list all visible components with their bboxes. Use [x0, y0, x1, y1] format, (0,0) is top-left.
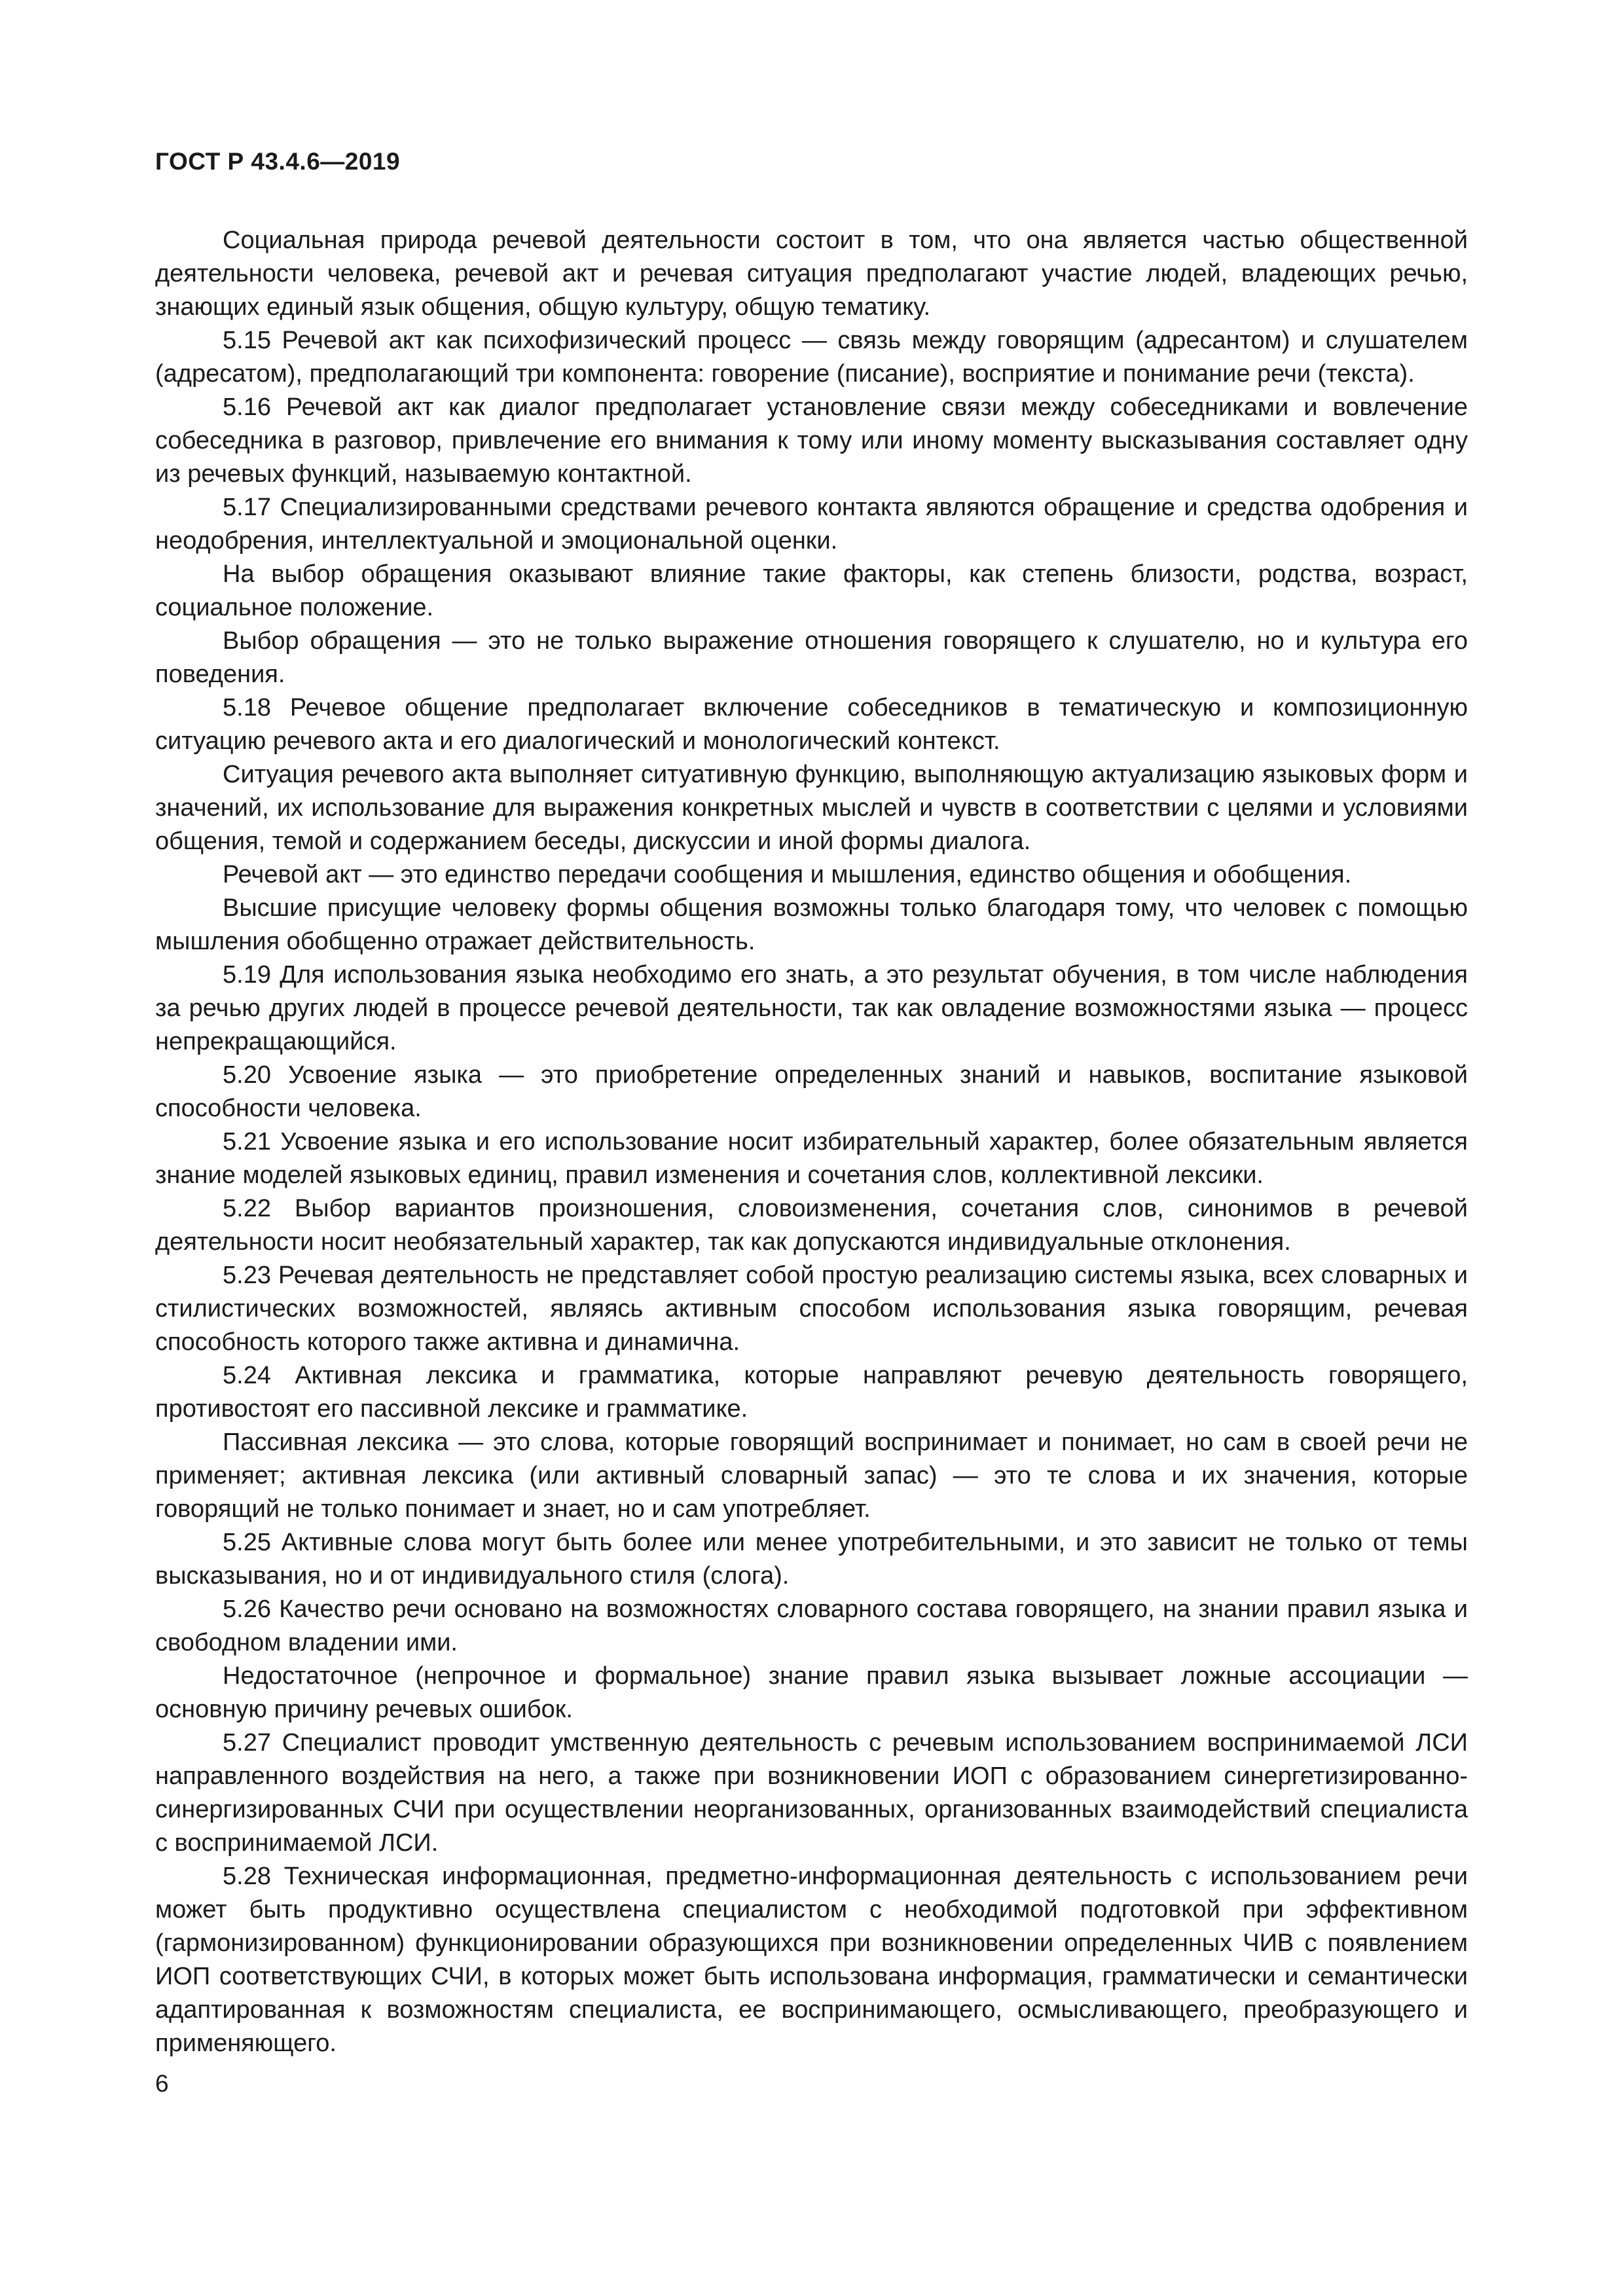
paragraph-5-17: 5.17 Специализированными средствами речевого контакта являются обращение и средства одобрения и неодобрения, интеллектуальной и эмоциональной оценки. [155, 494, 1468, 555]
paragraph-speech-act-situation: Ситуация речевого акта выполняет ситуативную функцию, выполняющую актуализацию языковых форм и значений, их использование для выражения конкретных мыслей и чувств в соответствии с целями и условиями общения, темой и содержанием беседы, дискуссии и иной формы диалога. [155, 761, 1468, 855]
paragraph-5-18: 5.18 Речевое общение предполагает включение собеседников в тематическую и композиционную ситуацию речевого акта и его диалогический и монологический контекст. [155, 694, 1468, 755]
paragraph-social-nature: Социальная природа речевой деятельности состоит в том, что она является частью общественной деятельности человека, речевой акт и речевая ситуация предполагают участие людей, владеющих речью, знающих единый язык общения, общую культуру, общую тематику. [155, 227, 1468, 321]
paragraph-5-23: 5.23 Речевая деятельность не представляет собой простую реализацию системы языка, всех словарных и стилистических возможностей, являясь активным способом использования языка говорящим, речевая способность которого также активна и динамична. [155, 1262, 1468, 1356]
paragraph-5-28: 5.28 Техническая информационная, предметно-информационная деятельность с использованием речи может быть продуктивно осуществлена специалистом с необходимой подготовкой при эффективном (гармонизированном) функционировании образующихся при возникновении определенных ЧИВ с появлением ИОП соответствующих СЧИ, в которых может быть использована информация, грамматически и семантически адаптированная к возможностям специалиста, ее воспринимающего, осмысливающего, преобразующего и применяющего. [155, 1863, 1468, 2057]
paragraph-5-16: 5.16 Речевой акт как диалог предполагает установление связи между собеседниками и вовлечение собеседника в разговор, привлечение его внимания к тому или иному моменту высказывания составляет одну из речевых функций, называемую контактной. [155, 393, 1468, 488]
paragraph-5-26: 5.26 Качество речи основано на возможностях словарного состава говорящего, на знании правил языка и свободном владении ими. [155, 1595, 1468, 1656]
paragraph-address-choice-culture: Выбор обращения — это не только выражение отношения говорящего к слушателю, но и культура его поведения. [155, 627, 1468, 688]
document-body [155, 224, 1468, 2060]
paragraph-passive-lexicon: Пассивная лексика — это слова, которые говорящий воспринимает и понимает, но сам в своей речи не применяет; активная лексика (или активный словарный запас) — это те слова и их значения, которые говорящий не только понимает и знает, но и сам употребляет. [155, 1429, 1468, 1523]
paragraph-speech-act-unity: Речевой акт — это единство передачи сообщения и мышления, единство общения и обобщения. [223, 861, 1352, 888]
paragraph-5-22: 5.22 Выбор вариантов произношения, словоизменения, сочетания слов, синонимов в речевой деятельности носит необязательный характер, так как допускаются индивидуальные отклонения. [155, 1195, 1468, 1256]
paragraph-5-15: 5.15 Речевой акт как психофизический процесс — связь между говорящим (адресантом) и слушателем (адресатом), предполагающий три компонента: говорение (писание), восприятие и понимание речи (текста). [155, 327, 1468, 388]
paragraph-5-27: 5.27 Специалист проводит умственную деятельность с речевым использованием воспринимаемой ЛСИ направленного воздействия на него, а также при возникновении ИОП с образованием синергетизированно-синергизированных СЧИ при осуществлении неорганизованных, организованных взаимодействий специалиста с воспринимаемой ЛСИ. [155, 1729, 1468, 1857]
document-header: ГОСТ Р 43.4.6—2019 [155, 148, 401, 175]
paragraph-higher-forms: Высшие присущие человеку формы общения возможны только благодаря тому, что человек с помощью мышления обобщенно отражает действительность. [155, 894, 1468, 955]
paragraph-5-19: 5.19 Для использования языка необходимо его знать, а это результат обучения, в том числе наблюдения за речью других людей в процессе речевой деятельности, так как овладение возможностями языка — процесс непрекращающийся. [155, 961, 1468, 1055]
paragraph-5-24: 5.24 Активная лексика и грамматика, которые направляют речевую деятельность говорящего, противостоят его пассивной лексике и грамматике. [155, 1362, 1468, 1423]
paragraph-false-associations: Недостаточное (непрочное и формальное) знание правил языка вызывает ложные ассоциации — основную причину речевых ошибок. [155, 1662, 1468, 1723]
paragraph-5-25: 5.25 Активные слова могут быть более или менее употребительными, и это зависит не только от темы высказывания, но и от индивидуального стиля (слога). [155, 1529, 1468, 1590]
paragraph-5-21: 5.21 Усвоение языка и его использование носит избирательный характер, более обязательным является знание моделей языковых единиц, правил изменения и сочетания слов, коллективной лексики. [155, 1128, 1468, 1189]
page-number: 6 [155, 2070, 169, 2097]
paragraph-address-choice-factors: На выбор обращения оказывают влияние такие факторы, как степень близости, родства, возраст, социальное положение. [155, 560, 1468, 621]
paragraph-5-20: 5.20 Усвоение языка — это приобретение определенных знаний и навыков, воспитание языковой способности человека. [155, 1061, 1468, 1122]
